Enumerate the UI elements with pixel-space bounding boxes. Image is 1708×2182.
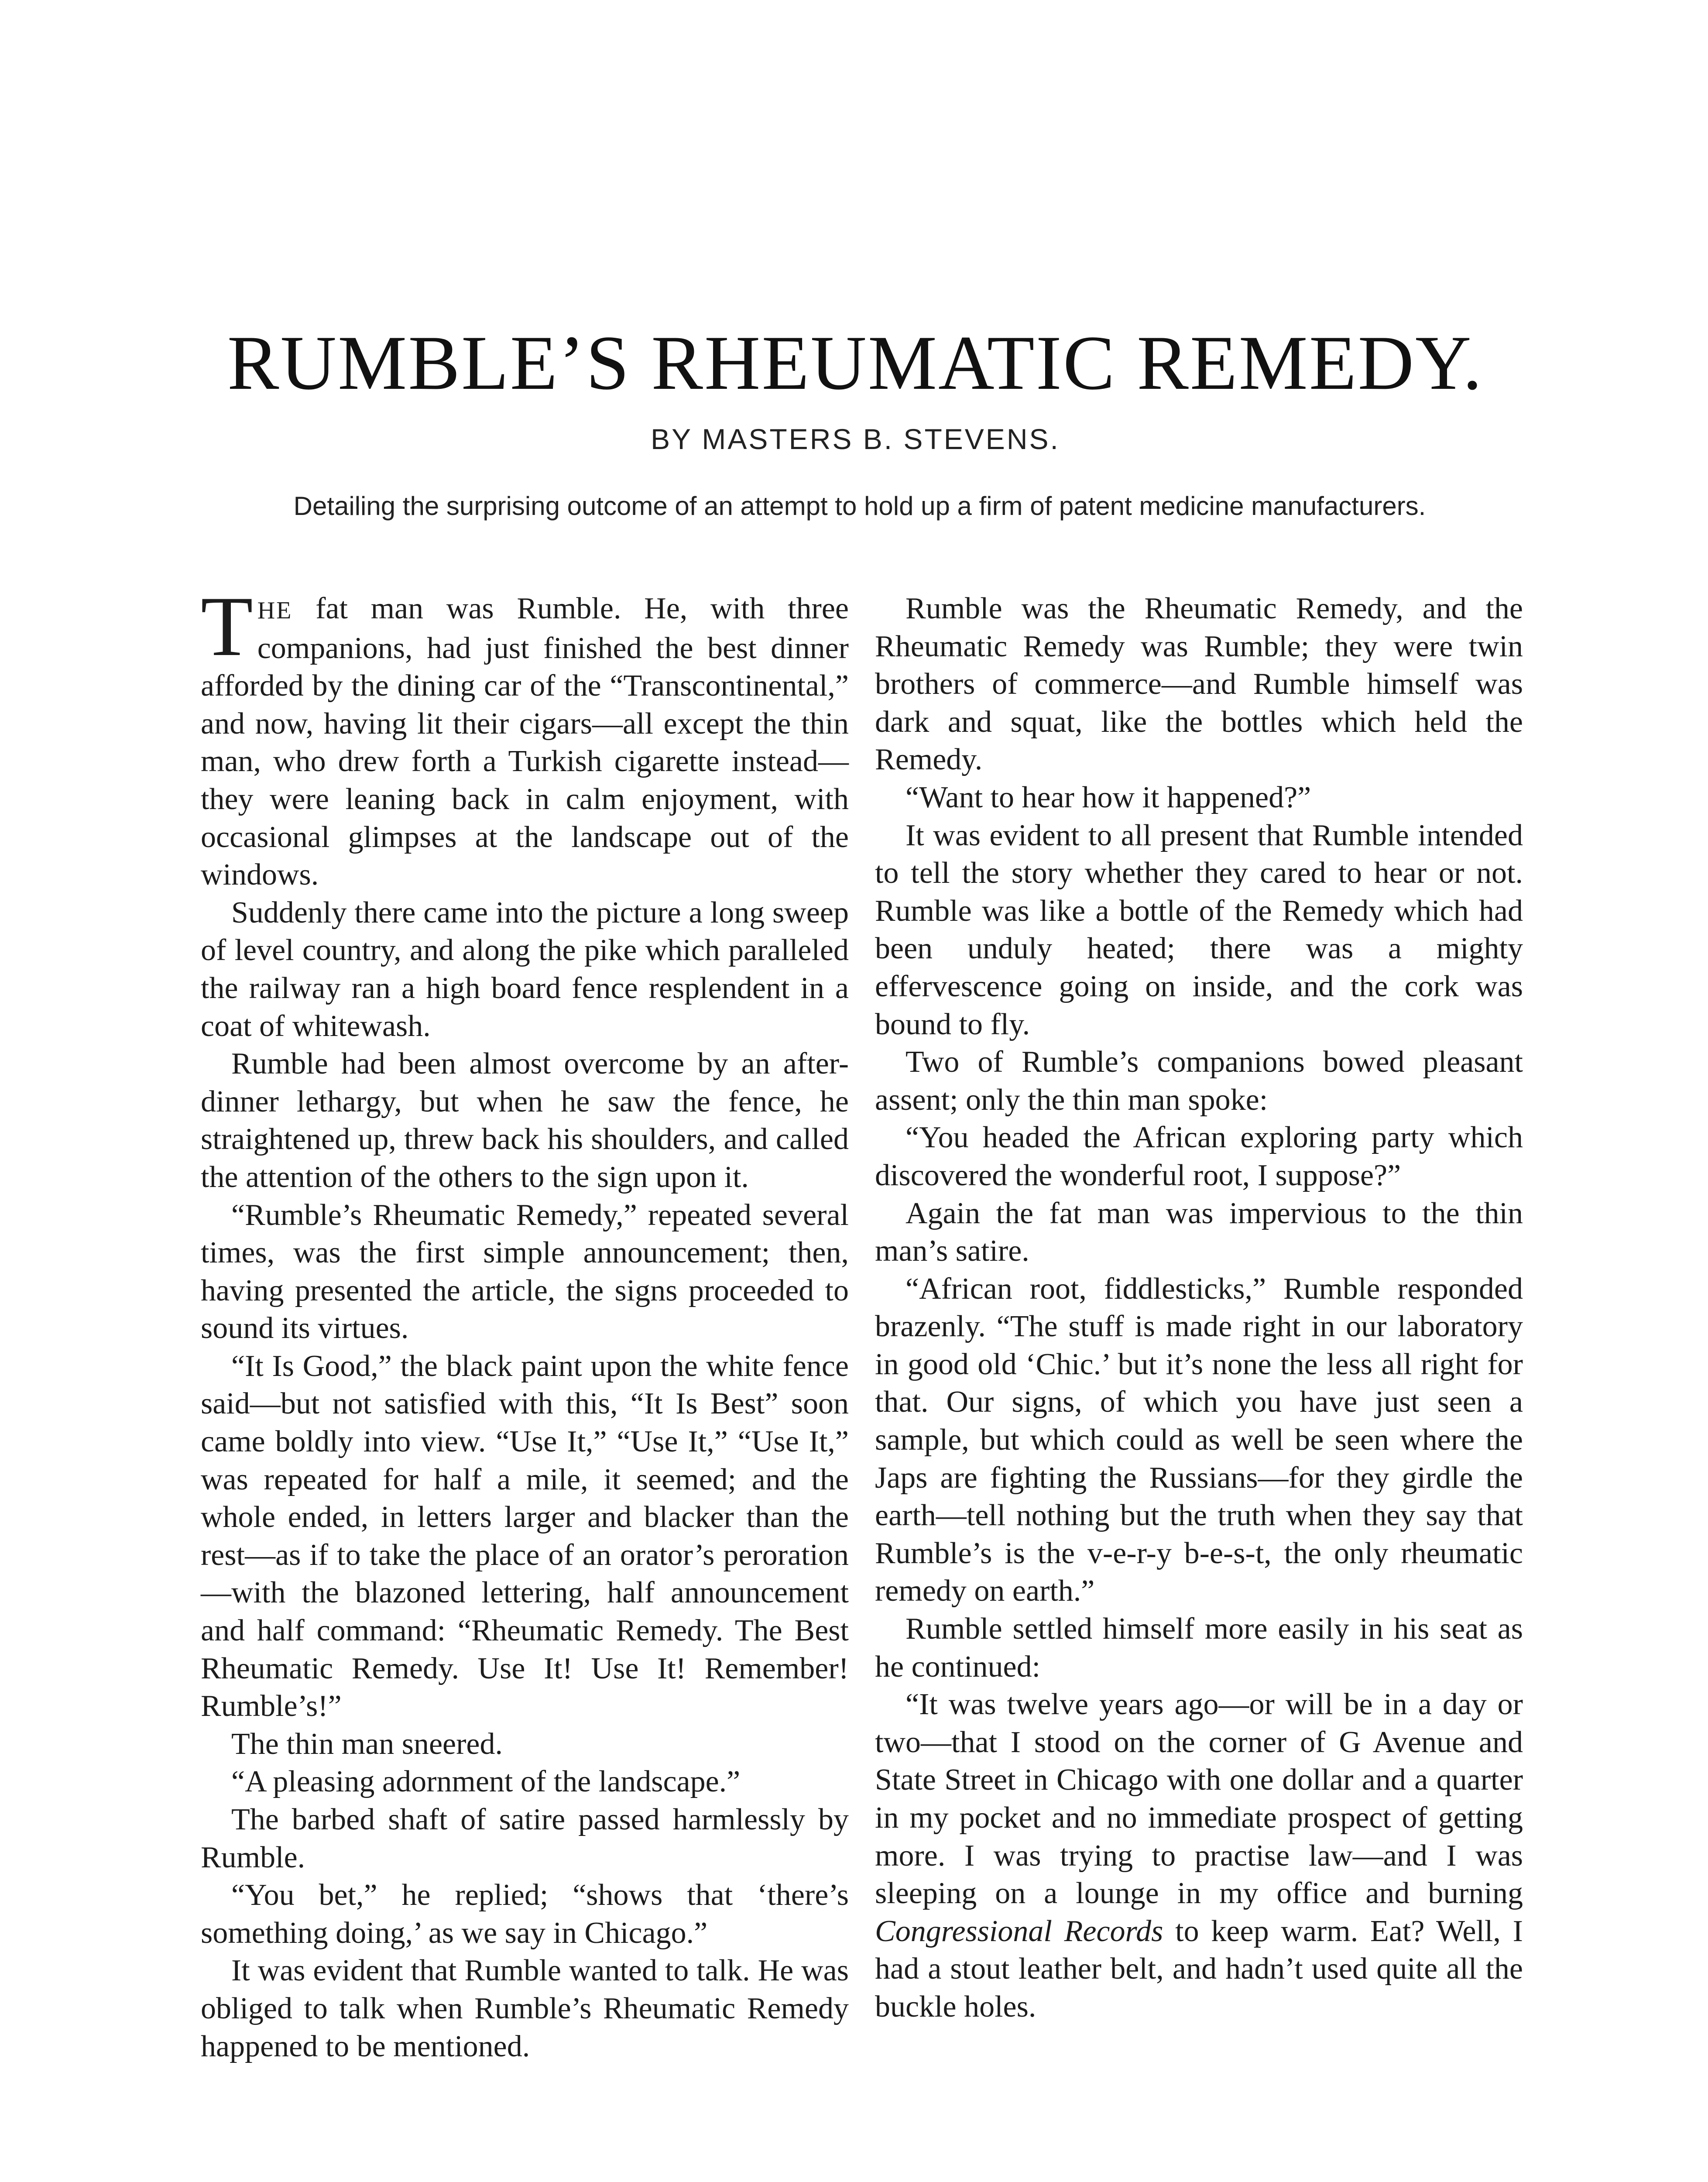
last-paragraph: [875, 1686, 1523, 2026]
paragraph: The barbed shaft of satire passed harmlessly by Rumble.: [201, 1803, 849, 1874]
article-dek: Detailing the surprising outcome of an attempt to hold up a firm of patent medicine manufacturers.: [293, 491, 1426, 521]
paragraph: “You headed the African exploring party which discovered the wonderful root, I suppose?”: [875, 1121, 1523, 1192]
text-column-left: [201, 579, 849, 2065]
paragraph: It was evident to all present that Rumble intended to tell the story whether they cared to hear or not. Rumble was like a bottle of the Remedy which had been unduly heated; there was a mighty effervescence going on inside, and the cork was bound to fly.: [875, 818, 1523, 1041]
text-column-right: [875, 590, 1523, 2026]
paragraph: The thin man sneered.: [231, 1727, 503, 1761]
first-paragraph: [201, 579, 849, 894]
italic-title: Congressional Records: [875, 1914, 1163, 1948]
first-word-rest: HE: [257, 597, 293, 624]
paragraph: Two of Rumble’s companions bowed pleasant assent; only the thin man spoke:: [875, 1045, 1523, 1117]
drop-cap: T: [201, 579, 253, 674]
paragraph: Suddenly there came into the picture a long sweep of level country, and along the pike which paralleled the railway ran a high board fence resplendent in a coat of whitewash.: [201, 895, 849, 1043]
paragraph: “African root, fiddlesticks,” Rumble responded brazenly. “The stuff is made right in our laboratory in good old ‘Chic.’ but it’s none the less all right for that. Our signs, of which you have just seen a sample, but which could as well be seen where the Japs are fighting the Russians—for they girdle the earth—tell nothing but the truth when they say that Rumble’s is the v-e-r-y b-e-s-t, the only rheumatic remedy on earth.”: [875, 1272, 1523, 1608]
paragraph: Rumble had been almost overcome by an after-dinner lethargy, but when he saw the fence, he straightened up, threw back his shoulders, and called the attention of the others to the sign upon it.: [201, 1047, 849, 1194]
paragraph: “Want to hear how it happened?”: [905, 780, 1311, 814]
paragraph: “You bet,” he replied; “shows that ‘there’s something doing,’ as we say in Chicago.”: [201, 1878, 849, 1950]
paragraph: It was evident that Rumble wanted to talk. He was obliged to talk when Rumble’s Rheumatic Remedy happened to be mentioned.: [201, 1954, 849, 2063]
paragraph: “It Is Good,” the black paint upon the white fence said—but not satisfied with this, “It Is Best” soon came boldly into view. “Use It,” “Use It,” “Use It,” was repeated for half a mile, it seemed; and the whole ended, in letters larger and blacker than the rest—as if to take the place of an orator’s peroration—with the blazoned lettering, half announcement and half command: “Rheumatic Remedy. The Best Rheumatic Remedy. Use It! Use It! Remember! Rumble’s!”: [201, 1349, 849, 1723]
first-paragraph-text: fat man was Rumble. He, with three companions, had just finished the best dinner afforded by the dining car of the “Transcontinental,” and now, having lit their cigars—all except the thin man, who drew forth a Turkish cigarette instead—they were leaning back in calm enjoyment, with occasional glimpses at the landscape out of the windows.: [201, 592, 849, 892]
article-byline: BY MASTERS B. STEVENS.: [651, 423, 1060, 455]
paragraph: Again the fat man was impervious to the thin man’s satire.: [875, 1196, 1523, 1268]
last-paragraph-start: “It was twelve years ago—or will be in a day or two—that I stood on the corner of G Avenue and State Street in Chicago with one dollar and a quarter in my pocket and no immediate prospect of getting more. I was trying to practise law—and I was sleeping on a lounge in my office and burning: [875, 1688, 1523, 1911]
paragraph: Rumble settled himself more easily in his seat as he continued:: [875, 1612, 1523, 1684]
article-title: RUMBLE’S RHEUMATIC REMEDY.: [227, 319, 1484, 406]
paragraph: “A pleasing adornment of the landscape.”: [231, 1765, 741, 1799]
paragraph: Rumble was the Rheumatic Remedy, and the Rheumatic Remedy was Rumble; they were twin brothers of commerce—and Rumble himself was dark and squat, like the bottles which held the Remedy.: [875, 592, 1523, 777]
paragraph: “Rumble’s Rheumatic Remedy,” repeated several times, was the first simple announcement; then, having presented the article, the signs proceeded to sound its virtues.: [201, 1198, 849, 1345]
last-paragraph-end: to keep warm. Eat? Well, I had a stout leather belt, and hadn’t used quite all the buckle holes.: [875, 1914, 1523, 2024]
